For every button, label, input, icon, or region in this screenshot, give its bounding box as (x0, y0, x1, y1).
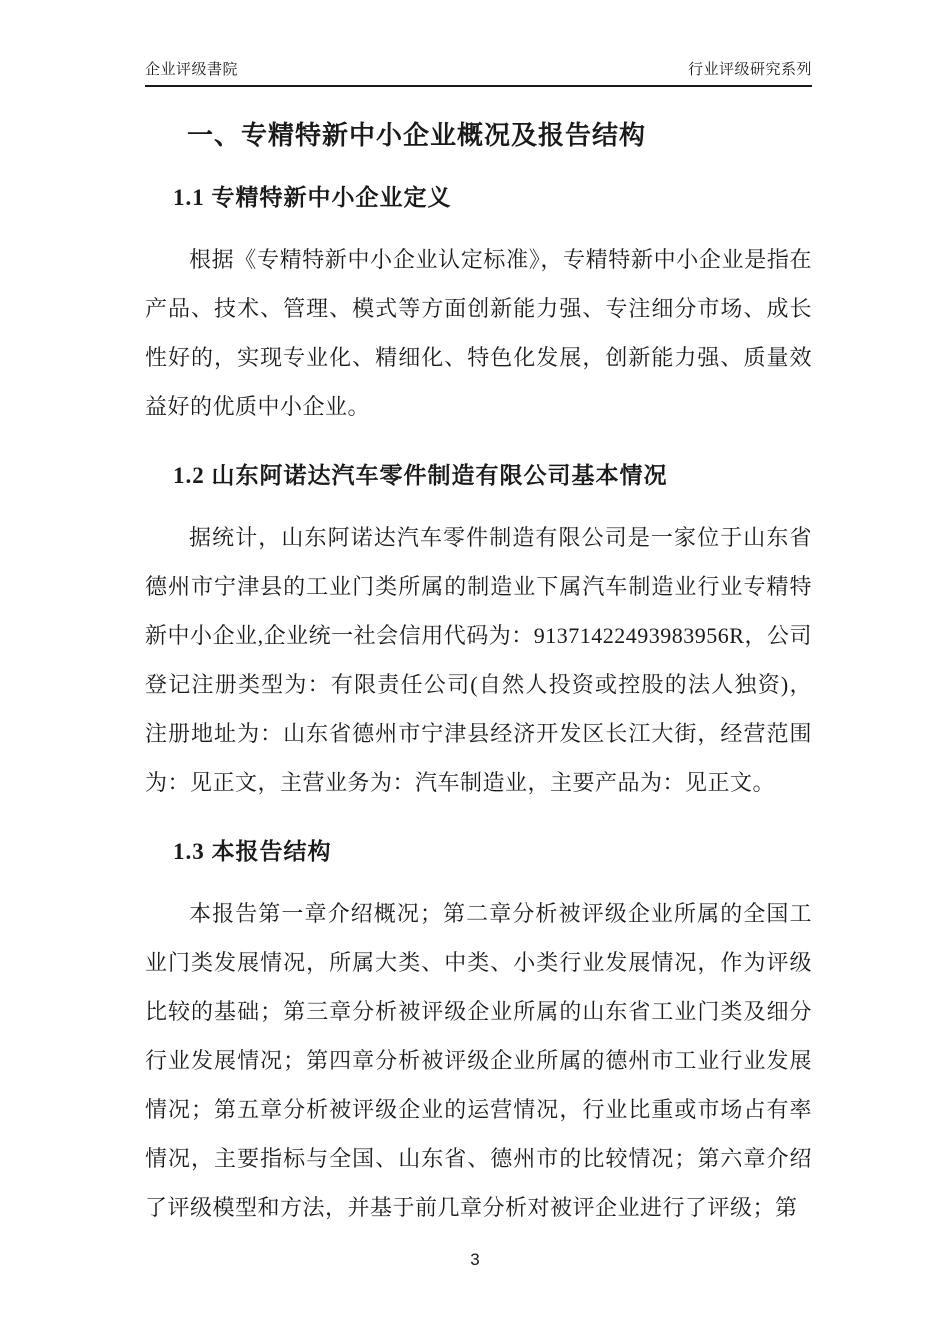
section-paragraph-1-3: 本报告第一章介绍概况；第二章分析被评级企业所属的全国工业门类发展情况，所属大类、中类、小类行业发展情况，作为评级比较的基础；第三章分析被评级企业所属的山东省工业门类及细分行业发展情况；第四章分析被评级企业所属的德州市工业行业发展情况；第五章分析被评级企业的运营情况，行业比重或市场占有率情况，主要指标与全国、山东省、德州市的比较情况；第六章介绍了评级模型和方法，并基于前几章分析对被评企业进行了评级；第 (145, 901, 812, 1220)
page-header (145, 60, 812, 87)
header-left-text: 企业评级書院 (145, 62, 239, 78)
section-1-3 (145, 836, 812, 1232)
section-heading-1-3: 1.3 本报告结构 (173, 839, 332, 864)
header-right-text: 行业评级研究系列 (687, 62, 812, 78)
section-1-1 (145, 182, 812, 431)
document-title: 一、专精特新中小企业概况及报告结构 (187, 121, 647, 150)
section-heading-1-1: 1.1 专精特新中小企业定义 (173, 185, 452, 210)
section-paragraph-1-2: 据统计，山东阿诺达汽车零件制造有限公司是一家位于山东省德州市宁津县的工业门类所属的制造业下属汽车制造业行业专精特新中小企业,企业统一社会信用代码为：91371422493983956R，公司登记注册类型为：有限责任公司(自然人投资或控股的法人独资)，注册地址为：山东省德州市宁津县经济开发区长江大街，经营范围为：见正文，主营业务为：汽车制造业，主要产品为：见正文。 (145, 525, 812, 795)
section-paragraph-1-1: 根据《专精特新中小企业认定标准》，专精特新中小企业是指在产品、技术、管理、模式等方面创新能力强、专注细分市场、成长性好的，实现专业化、精细化、特色化发展，创新能力强、质量效益好的优质中小企业。 (145, 247, 812, 419)
page-number: 3 (470, 1250, 480, 1269)
section-1-2 (145, 460, 812, 807)
section-heading-1-2: 1.2 山东阿诺达汽车零件制造有限公司基本情况 (173, 463, 668, 488)
